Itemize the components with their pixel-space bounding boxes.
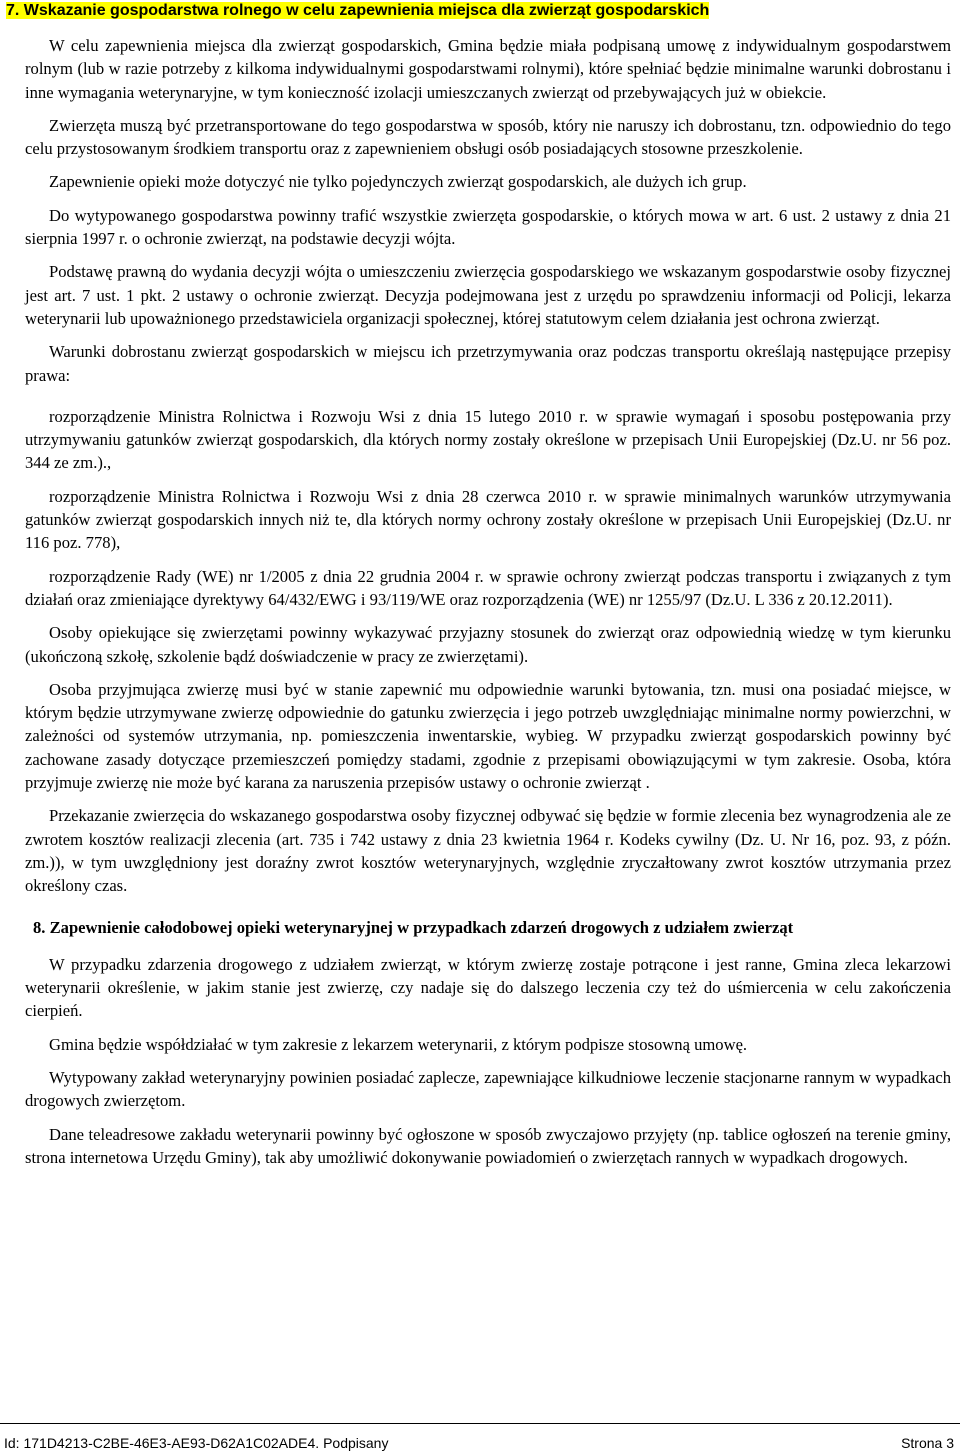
paragraph: Gmina będzie współdziałać w tym zakresie z lekarzem weterynarii, z którym podpisze stosowną umowę. — [49, 1034, 748, 1054]
page-footer — [4, 1433, 954, 1453]
paragraph: Podstawę prawną do wydania decyzji wójta o umieszczeniu zwierzęcia gospodarskiego we wskazanym gospodarstwie osoby fizycznej jest art. 7 ust. 1 pkt. 2 ustawy o ochronie zwierząt. Decyzja podejmowana jest z urzędu po sprawdzeniu informacji od Policji, lekarza weterynarii lub upoważnionego przedstawiciela organizacji społecznej, której statutowym celem działania jest ochrona zwierząt. — [25, 262, 951, 328]
regulation-item: rozporządzenie Ministra Rolnictwa i Rozwoju Wsi z dnia 28 czerwca 2010 r. w sprawie minimalnych warunków utrzymywania gatunków zwierząt gospodarskich innych niż te, dla których normy ochrony zostały określone w przepisach Unii Europejskiej (Dz.U. nr 116 poz. 778), — [25, 486, 951, 553]
document-body — [25, 34, 951, 1179]
section-7-heading-text: 7. Wskazanie gospodarstwa rolnego w celu zapewnienia miejsca dla zwierząt gospodarskich — [6, 2, 710, 19]
regulation-item: rozporządzenie Ministra Rolnictwa i Rozwoju Wsi z dnia 15 lutego 2010 r. w sprawie wymagań i sposobu postępowania przy utrzymywaniu gatunków zwierząt gospodarskich, dla których normy zostały określone w przepisach Unii Europejskiej (Dz.U. nr 56 poz. 344 ze zm.)., — [25, 406, 951, 473]
section-8-heading: 8. Zapewnienie całodobowej opieki weterynaryjnej w przypadkach zdarzeń drogowych z udziałem zwierząt — [33, 917, 794, 937]
page-number: Strona 3 — [901, 1435, 954, 1451]
section-7-heading — [6, 0, 950, 22]
paragraph: Do wytypowanego gospodarstwa powinny trafić wszystkie zwierzęta gospodarskie, o których mowa w art. 6 ust. 2 ustawy z dnia 21 sierpnia 1997 r. o ochronie zwierząt, na podstawie decyzji wójta. — [25, 205, 951, 249]
regulation-item: rozporządzenie Rady (WE) nr 1/2005 z dnia 22 grudnia 2004 r. w sprawie ochrony zwierząt podczas transportu i związanych z tym działań oraz zmieniające dyrektywy 64/432/EWG i 93/119/WE oraz rozporządzenia (WE) nr 1255/97 (Dz.U. L 336 z 20.12.2011). — [25, 566, 951, 609]
paragraph: Przekazanie zwierzęcia do wskazanego gospodarstwa osoby fizycznej odbywać się będzie w formie zlecenia bez wynagrodzenia ale ze zwrotem kosztów realizacji zlecenia (art. 735 i 742 ustawy z dnia 23 kwietnia 1964 r. Kodeks cywilny (Dz. U. Nr 16, poz. 93, z późn. zm.)), w tym uwzględniony jest doraźny zwrot kosztów weterynaryjnych, względnie zryczałtowany zwrot kosztów utrzymania przez określony czas. — [25, 806, 951, 896]
document-id: Id: 171D4213-C2BE-46E3-AE93-D62A1C02ADE4. Podpisany — [4, 1435, 389, 1451]
paragraph: Warunki dobrostanu zwierząt gospodarskich w miejscu ich przetrzymywania oraz podczas transportu określają następujące przepisy prawa: — [25, 342, 951, 385]
paragraph: Zapewnienie opieki może dotyczyć nie tylko pojedynczych zwierząt gospodarskich, ale dużych ich grup. — [49, 172, 747, 192]
paragraph: Dane teleadresowe zakładu weterynarii powinny być ogłoszone w sposób zwyczajowo przyjęty (np. tablice ogłoszeń na terenie gminy, strona internetowa Urzędu Gminy), tak aby umożliwić dokonywanie powiadomień o zwierzętach rannych w wypadkach drogowych. — [25, 1124, 951, 1167]
paragraph: Osoba przyjmująca zwierzę musi być w stanie zapewnić mu odpowiednie warunki bytowania, tzn. musi ona posiadać miejsce, w którym będzie utrzymywane zwierzę odpowiednie do gatunku zwierzęcia i jego potrzeb uwzględniając minimalne normy powierzchni, w zależności od systemów utrzymania, np. pomieszczenia inwentarskie, wybieg. W przypadku zwierząt gospodarskich powinny być zachowane zasady dotyczące przemieszczeń pomiędzy stadami, zgodnie z przepisami obowiązującymi w tym zakresie. Osoba, która przyjmuje zwierzę nie może być karana za naruszenia przepisów ustawy o ochronie zwierząt . — [25, 679, 951, 793]
paragraph: W celu zapewnienia miejsca dla zwierząt gospodarskich, Gmina będzie miała podpisaną umowę z indywidualnym gospodarstwem rolnym (lub w razie potrzeby z kilkoma indywidualnymi gospodarstwami rolnymi), które spełniać będzie minimalne warunki dobrostanu i inne wymagania weterynaryjne, w tym konieczność izolacji umieszczanych zwierząt od przebywających już w obiekcie. — [25, 36, 951, 102]
paragraph: Zwierzęta muszą być przetransportowane do tego gospodarstwa w sposób, który nie naruszy ich dobrostanu, tzn. odpowiednio do tego celu przystosowanym środkiem transportu oraz z zapewnieniem obsługi osób posiadających stosowne przeszkolenie. — [25, 115, 951, 159]
footer-divider — [0, 1423, 960, 1424]
paragraph: Wytypowany zakład weterynaryjny powinien posiadać zaplecze, zapewniające kilkudniowe leczenie stacjonarne rannym w wypadkach drogowych zwierzętom. — [25, 1067, 951, 1111]
paragraph: Osoby opiekujące się zwierzętami powinny wykazywać przyjazny stosunek do zwierząt oraz odpowiednią wiedzę w tym kierunku (ukończoną szkołę, szkolenie bądź doświadczenie w pracy ze zwierzętami). — [25, 623, 951, 666]
paragraph: W przypadku zdarzenia drogowego z udziałem zwierząt, w którym zwierzę zostaje potrącone i jest ranne, Gmina zleca lekarzowi weterynarii określenie, w jakim stanie jest zwierzę, czy nadaje się do dalszego leczenia czy też do uśmiercenia w celu zakończenia cierpień. — [25, 954, 951, 1021]
